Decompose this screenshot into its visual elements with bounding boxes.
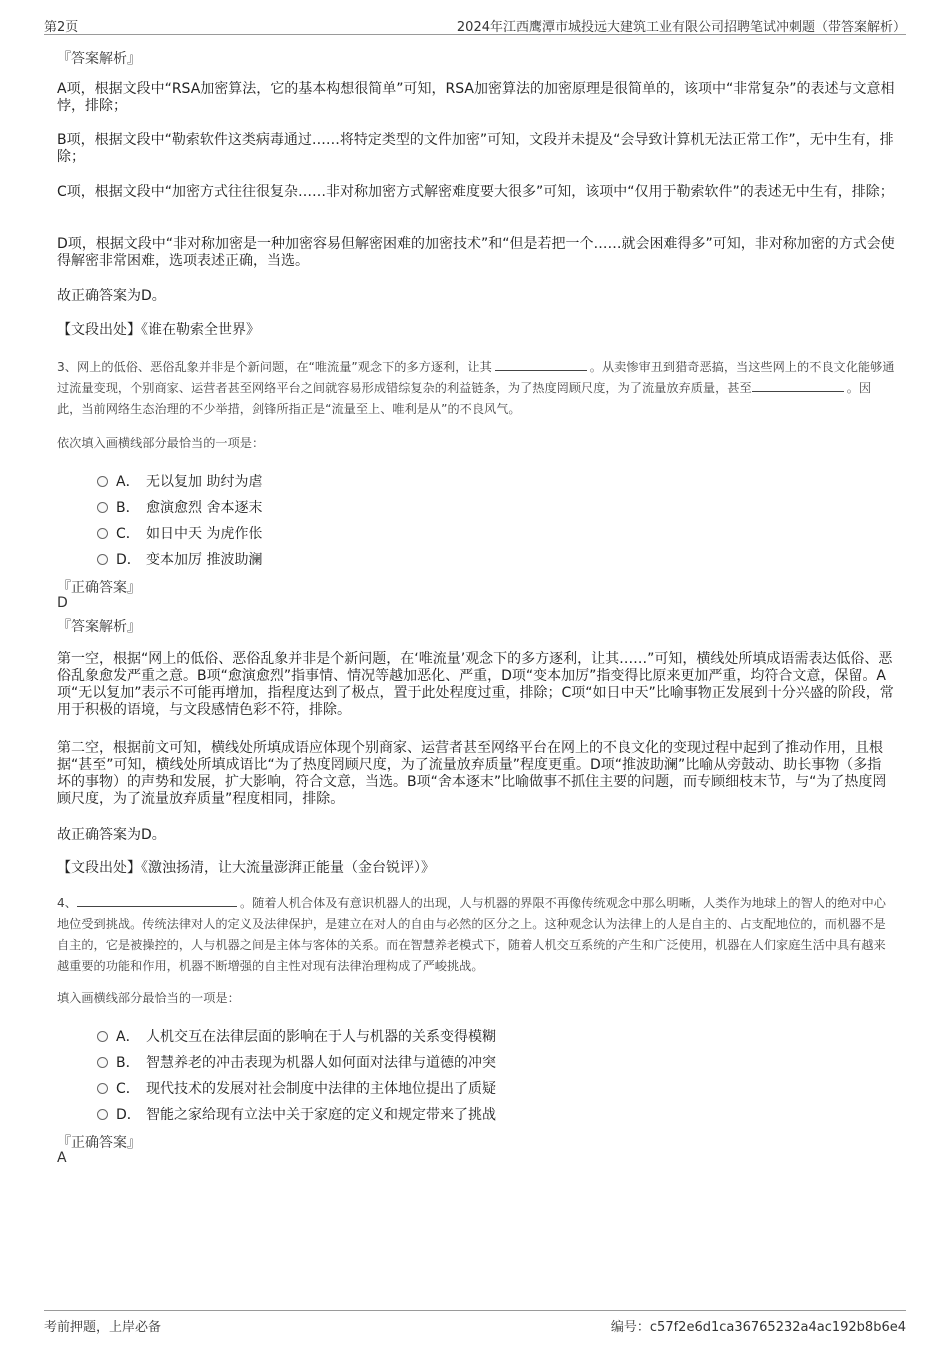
fill-blank-q4 — [77, 893, 237, 907]
q4-option-b[interactable]: B． 智慧养老的冲击表现为机器人如何面对法律与道德的冲突 — [97, 1052, 496, 1070]
q3-option-c[interactable]: C． 如日中天 为虎作伥 — [97, 523, 262, 541]
radio-icon[interactable] — [97, 476, 108, 487]
footer-slogan: 考前押题，上岸必备 — [44, 1320, 162, 1335]
question-4-passage: 4、 。随着人机合体及有意识机器人的出现，人与机器的界限不再像传统观念中那么明晰，人类作为地球上的智人的绝对中心地位受到挑战。传统法律对人的定义及法律保护，是建立在对人的自由与必然的区分之上。这种观念认为法律上的人是自主的、占支配地位的，而机器不是自主的，它是被操控的，人与机器之间是主体与客体的关系。而在智慧养老模式下，随着人机交互系统的产生和广泛使用，机器在人们家庭生活中具有越来越重要的功能和作用，机器不断增强的自主性对现有法律治理构成了严峻挑战。 — [57, 893, 895, 977]
radio-icon[interactable] — [97, 1057, 108, 1068]
question-3-prompt: 依次填入画横线部分最恰当的一项是： — [57, 436, 265, 450]
answer-analysis-label: 『答案解析』 — [57, 619, 141, 635]
q3-option-d[interactable]: D． 变本加厉 推波助澜 — [97, 549, 262, 567]
correct-answer-value: D — [57, 595, 68, 611]
q3-option-b[interactable]: B． 愈演愈烈 舍本逐末 — [97, 497, 262, 515]
page-header — [44, 14, 906, 35]
q3-passage-source: 【文段出处】《激浊扬清，让大流量澎湃正能量（金台锐评）》 — [57, 860, 435, 876]
analysis-option-b: B项，根据文段中“勒索软件这类病毒通过……将特定类型的文件加密”可知，文段并未提及“会导致计算机无法正常工作”，无中生有，排除； — [57, 132, 894, 165]
radio-icon[interactable] — [97, 528, 108, 539]
analysis-option-d: D项，根据文段中“非对称加密是一种加密容易但解密困难的加密技术”和“但是若把一个……就会困难得多”可知，非对称加密的方式会使得解密非常困难，选项表述正确，当选。 — [57, 236, 895, 269]
q4-option-c[interactable]: C． 现代技术的发展对社会制度中法律的主体地位提出了质疑 — [97, 1078, 496, 1096]
radio-icon[interactable] — [97, 1083, 108, 1094]
q3-option-a[interactable]: A． 无以复加 助纣为虐 — [97, 471, 262, 489]
question-3-passage: 3、网上的低俗、恶俗乱象并非是个新问题，在“唯流量”观念下的多方逐利，让其 。从卖惨审丑到猎奇恶搞，当这些网上的不良文化能够通过流量变现，个别商家、运营者甚至网络平台之间就容易形成错综复杂的利益链条，为了热度罔顾尺度，为了流量放弃质量，甚至 。因此，当前网络生态治理的不少举措，剑锋所指正是“流量至上、唯利是从”的不良风气。 — [57, 357, 895, 420]
q4-option-a[interactable]: A． 人机交互在法律层面的影响在于人与机器的关系变得模糊 — [97, 1026, 496, 1044]
radio-icon[interactable] — [97, 554, 108, 565]
analysis-option-a: A项，根据文段中“RSA加密算法，它的基本构想很简单”可知，RSA加密算法的加密原理是很简单的，该项中“非常复杂”的表述与文意相悖，排除； — [57, 81, 895, 114]
correct-answer-label: 『正确答案』 — [57, 1135, 141, 1151]
document-title: 2024年江西鹰潭市城投远大建筑工业有限公司招聘笔试冲刺题（带答案解析） — [456, 20, 906, 35]
fill-blank-2 — [752, 378, 844, 392]
answer-analysis-label: 『答案解析』 — [57, 51, 141, 67]
page-number: 第2页 — [44, 20, 79, 35]
q3-conclusion: 故正确答案为D。 — [57, 827, 166, 843]
q3-analysis-first-blank: 第一空，根据“网上的低俗、恶俗乱象并非是个新问题，在‘唯流量’观念下的多方逐利，让其……”可知，横线处所填成语需表达低俗、恶俗乱象愈发严重之意。B项“愈演愈烈”指事情、情况等越加恶化、严重，D项“变本加厉”指变得比原来更加严重，均符合文意，保留。A项“无以复加”表示不可能再增加，指程度达到了极点，置于此处程度过重，排除；C项“如日中天”比喻事物正发展到十分兴盛的阶段，常用于积极的语境，与文段感情色彩不符，排除。 — [57, 651, 894, 718]
radio-icon[interactable] — [97, 1109, 108, 1120]
question-4-prompt: 填入画横线部分最恰当的一项是： — [57, 991, 240, 1005]
q4-option-d[interactable]: D． 智能之家给现有立法中关于家庭的定义和规定带来了挑战 — [97, 1104, 496, 1122]
q3-analysis-second-blank: 第二空，根据前文可知，横线处所填成语应体现个别商家、运营者甚至网络平台在网上的不良文化的变现过程中起到了推动作用，且根据“甚至”可知，横线处所填成语比“为了热度罔顾尺度，为了流量放弃质量”程度更重。D项“推波助澜”比喻从旁鼓动、助长事物（多指坏的事物）的声势和发展，扩大影响，符合文意，当选。B项“舍本逐末”比喻做事不抓住主要的问题，而专顾细枝末节，与“为了热度罔顾尺度，为了流量放弃质量”程度相同，排除。 — [57, 740, 887, 807]
page-footer — [44, 1310, 906, 1337]
analysis-conclusion: 故正确答案为D。 — [57, 288, 166, 304]
analysis-option-c: C项，根据文段中“加密方式往往很复杂……非对称加密方式解密难度要大很多”可知，该项中“仅用于勒索软件”的表述无中生有，排除； — [57, 184, 894, 200]
passage-source: 【文段出处】《谁在勒索全世界》 — [57, 322, 260, 338]
document-id: 编号：c57f2e6d1ca36765232a4ac192b8b6e4 — [610, 1320, 906, 1335]
radio-icon[interactable] — [97, 502, 108, 513]
fill-blank-1 — [495, 357, 587, 371]
correct-answer-label: 『正确答案』 — [57, 580, 141, 596]
correct-answer-value: A — [57, 1150, 67, 1166]
radio-icon[interactable] — [97, 1031, 108, 1042]
